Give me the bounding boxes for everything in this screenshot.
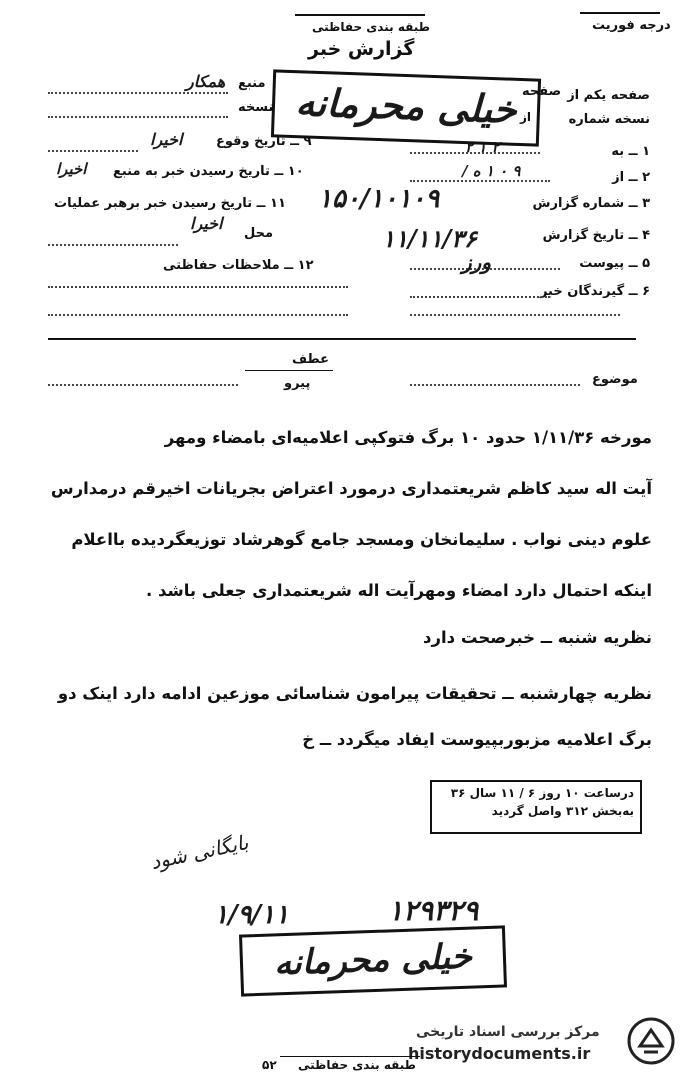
subject-atf-label: عطف [292,352,330,367]
handwritten-initials: ورز [462,250,491,274]
field-from: ۲ ــ از [612,170,650,185]
bottom-doc-number: ۱۲۹۳۲۹ [388,894,479,927]
watermark-logo-icon [626,1016,676,1066]
body-line-4: اینکه احتمال دارد امضاء ومهرآیت اله شریعتمداری جعلی باشد . [145,581,652,600]
receipt-stamp-line-1: درساعت ۱۰ روز ۶ / ۱۱ سال ۳۶ [450,786,634,800]
top-classification: طبقه بندی حفاظتی [312,20,430,34]
field-to-value: ۲ ۱ ۲ [465,138,500,156]
body-line-1: مورخه ۱/۱۱/۳۶ حدود ۱۰ برگ فتوکپی اعلامیه‌ای بامضاء ومهر [164,428,652,447]
subject-label: موضوع [592,372,638,387]
mid-label-source: منبع [238,76,266,91]
field-occurrence-date: ۹ ــ تاریخ وقوع [216,134,312,149]
field-copy-number: نسخه شماره [568,112,650,127]
page-number: ۵۲ [262,1058,277,1072]
bottom-date: ۱/۹/۱۱ [214,900,289,930]
field-occurrence-date-value: اخیرا [150,130,183,149]
field-attachment: ۵ ــ پیوست [579,256,650,271]
source-value: همکار [186,72,226,91]
form-title: گزارش خبر [308,38,415,60]
field-from-value: ۹ ۰ ۱ ه / [462,162,521,180]
field-source-received-date: ۱۰ ــ تاریخ رسیدن خبر به منبع [113,164,304,179]
body-line-5: نظریه شنبه ــ خبرصحت دارد [423,628,652,647]
subject-peiro-label: پیرو [284,376,311,391]
handwritten-report-number: ۱۵۰/۱۰۱۰۹ [318,184,440,214]
mid-label-copies: نسخه [238,100,274,115]
watermark-site: historydocuments.ir [408,1044,591,1063]
receipt-stamp-line-2: به‌بخش ۳۱۲ واصل گردید [491,804,634,818]
top-confidential-stamp [271,69,541,146]
field-report-number: ۳ ــ شماره گزارش [532,196,650,211]
field-page-one-of: صفحه یکم از [567,88,650,103]
priority-label: درجه فوریت [592,18,671,33]
body-line-6: نظریه چهارشنبه ــ تحقیقات پیرامون شناسائی موزعین ادامه دارد اینک دو [57,684,652,703]
field-source-received-date-value: اخیرا [56,160,87,178]
top-stamp-text: خیلی محرمانه [294,79,518,132]
body-line-3: علوم دینی نواب . سلیمانخان ومسجد جامع گوهرشاد توزیعگردیده بااعلام [71,530,652,549]
field-location: محل [244,226,274,241]
mid-label-page: صفحه [522,84,562,99]
bottom-confidential-stamp [239,925,507,996]
receipt-stamp [430,780,642,834]
body-line-2: آیت اله سید کاظم شریعتمداری درمورد اعتراض بجریانات اخیرقم درمدارس [50,479,652,498]
body-line-7: برگ اعلامیه مزبوربپیوست ایفاد میگردد ــ خ [302,730,652,749]
field-to: ۱ ــ به [611,144,650,159]
field-report-date: ۴ ــ تاریخ گزارش [542,228,650,243]
field-location-value: اخیرا [190,214,223,233]
bottom-stamp-text: خیلی محرمانه [273,936,473,984]
field-leader-received-date: ۱۱ ــ تاریخ رسیدن خبر برهبر عملیات [54,196,286,211]
handwritten-report-date: ۱۱/۱۱/۳۶ [382,224,477,253]
field-security-notes: ۱۲ ــ ملاحظات حفاظتی [163,258,314,273]
mid-label-from: از [520,110,532,124]
watermark-org: مرکز بررسی اسناد تاریخی [416,1024,600,1040]
footer-classification: طبقه بندی حفاظتی [298,1058,416,1072]
signature: بایگانی شود [148,829,251,875]
field-recipients: ۶ ــ گیرندگان خبر [539,284,650,299]
